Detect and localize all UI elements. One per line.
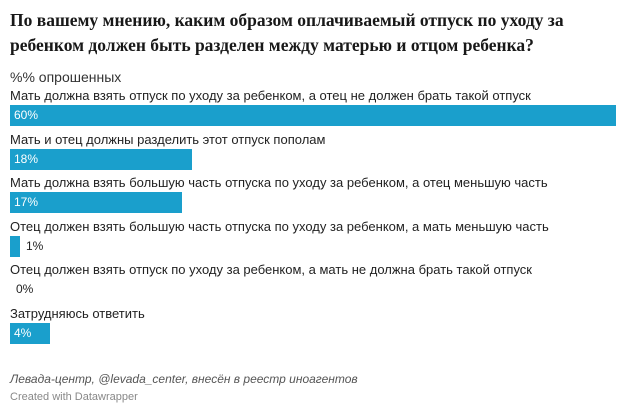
bar-value-label: 17% [14, 195, 39, 209]
bar-track [10, 323, 618, 344]
bar-row [10, 261, 618, 305]
bar [10, 236, 20, 257]
bar-value-label: 4% [14, 325, 32, 340]
bar-row [10, 174, 618, 218]
bar-track [10, 236, 618, 257]
bar-category-label: Отец должен взять отпуск по уходу за ребенком, а мать не должна брать такой отпуск [10, 262, 532, 277]
bar-value-label: 60% [14, 108, 39, 122]
bar-row [10, 218, 618, 262]
bar-category-label: Затрудняюсь ответить [10, 305, 145, 321]
bar [10, 105, 616, 126]
bar-category-label: Мать должна взять отпуск по уходу за ребенком, а отец не должен брать такой отпуск [10, 88, 531, 103]
bar-track [10, 279, 618, 300]
bar-track [10, 149, 618, 170]
bar-row [10, 305, 618, 349]
chart-title: По вашему мнению, каким образом оплачиваемый отпуск по уходу за ребенком должен быть разделен между матерью и отцом ребенка? [10, 10, 564, 55]
bar-row [10, 87, 618, 131]
chart-container [10, 8, 618, 348]
bar-value-label: 1% [26, 238, 44, 253]
bar-track [10, 192, 618, 213]
bar-value-label: 18% [14, 151, 39, 166]
bar-category-label: Отец должен взять большую часть отпуска по уходу за ребенком, а мать меньшую часть [10, 218, 549, 234]
chart-subtitle: %% опрошенных [10, 69, 122, 85]
bar-category-label: Мать должна взять большую часть отпуска по уходу за ребенком, а отец меньшую часть [10, 175, 548, 190]
source-note: Левада-центр, @levada_center, внесён в реестр иноагентов [10, 372, 358, 386]
bar-track [10, 105, 618, 126]
bar-row [10, 131, 618, 175]
datawrapper-credit: Created with Datawrapper [10, 391, 138, 403]
bar-category-label: Мать и отец должны разделить этот отпуск пополам [10, 131, 326, 147]
bar-chart [10, 87, 618, 348]
bar-value-label: 0% [16, 282, 34, 296]
